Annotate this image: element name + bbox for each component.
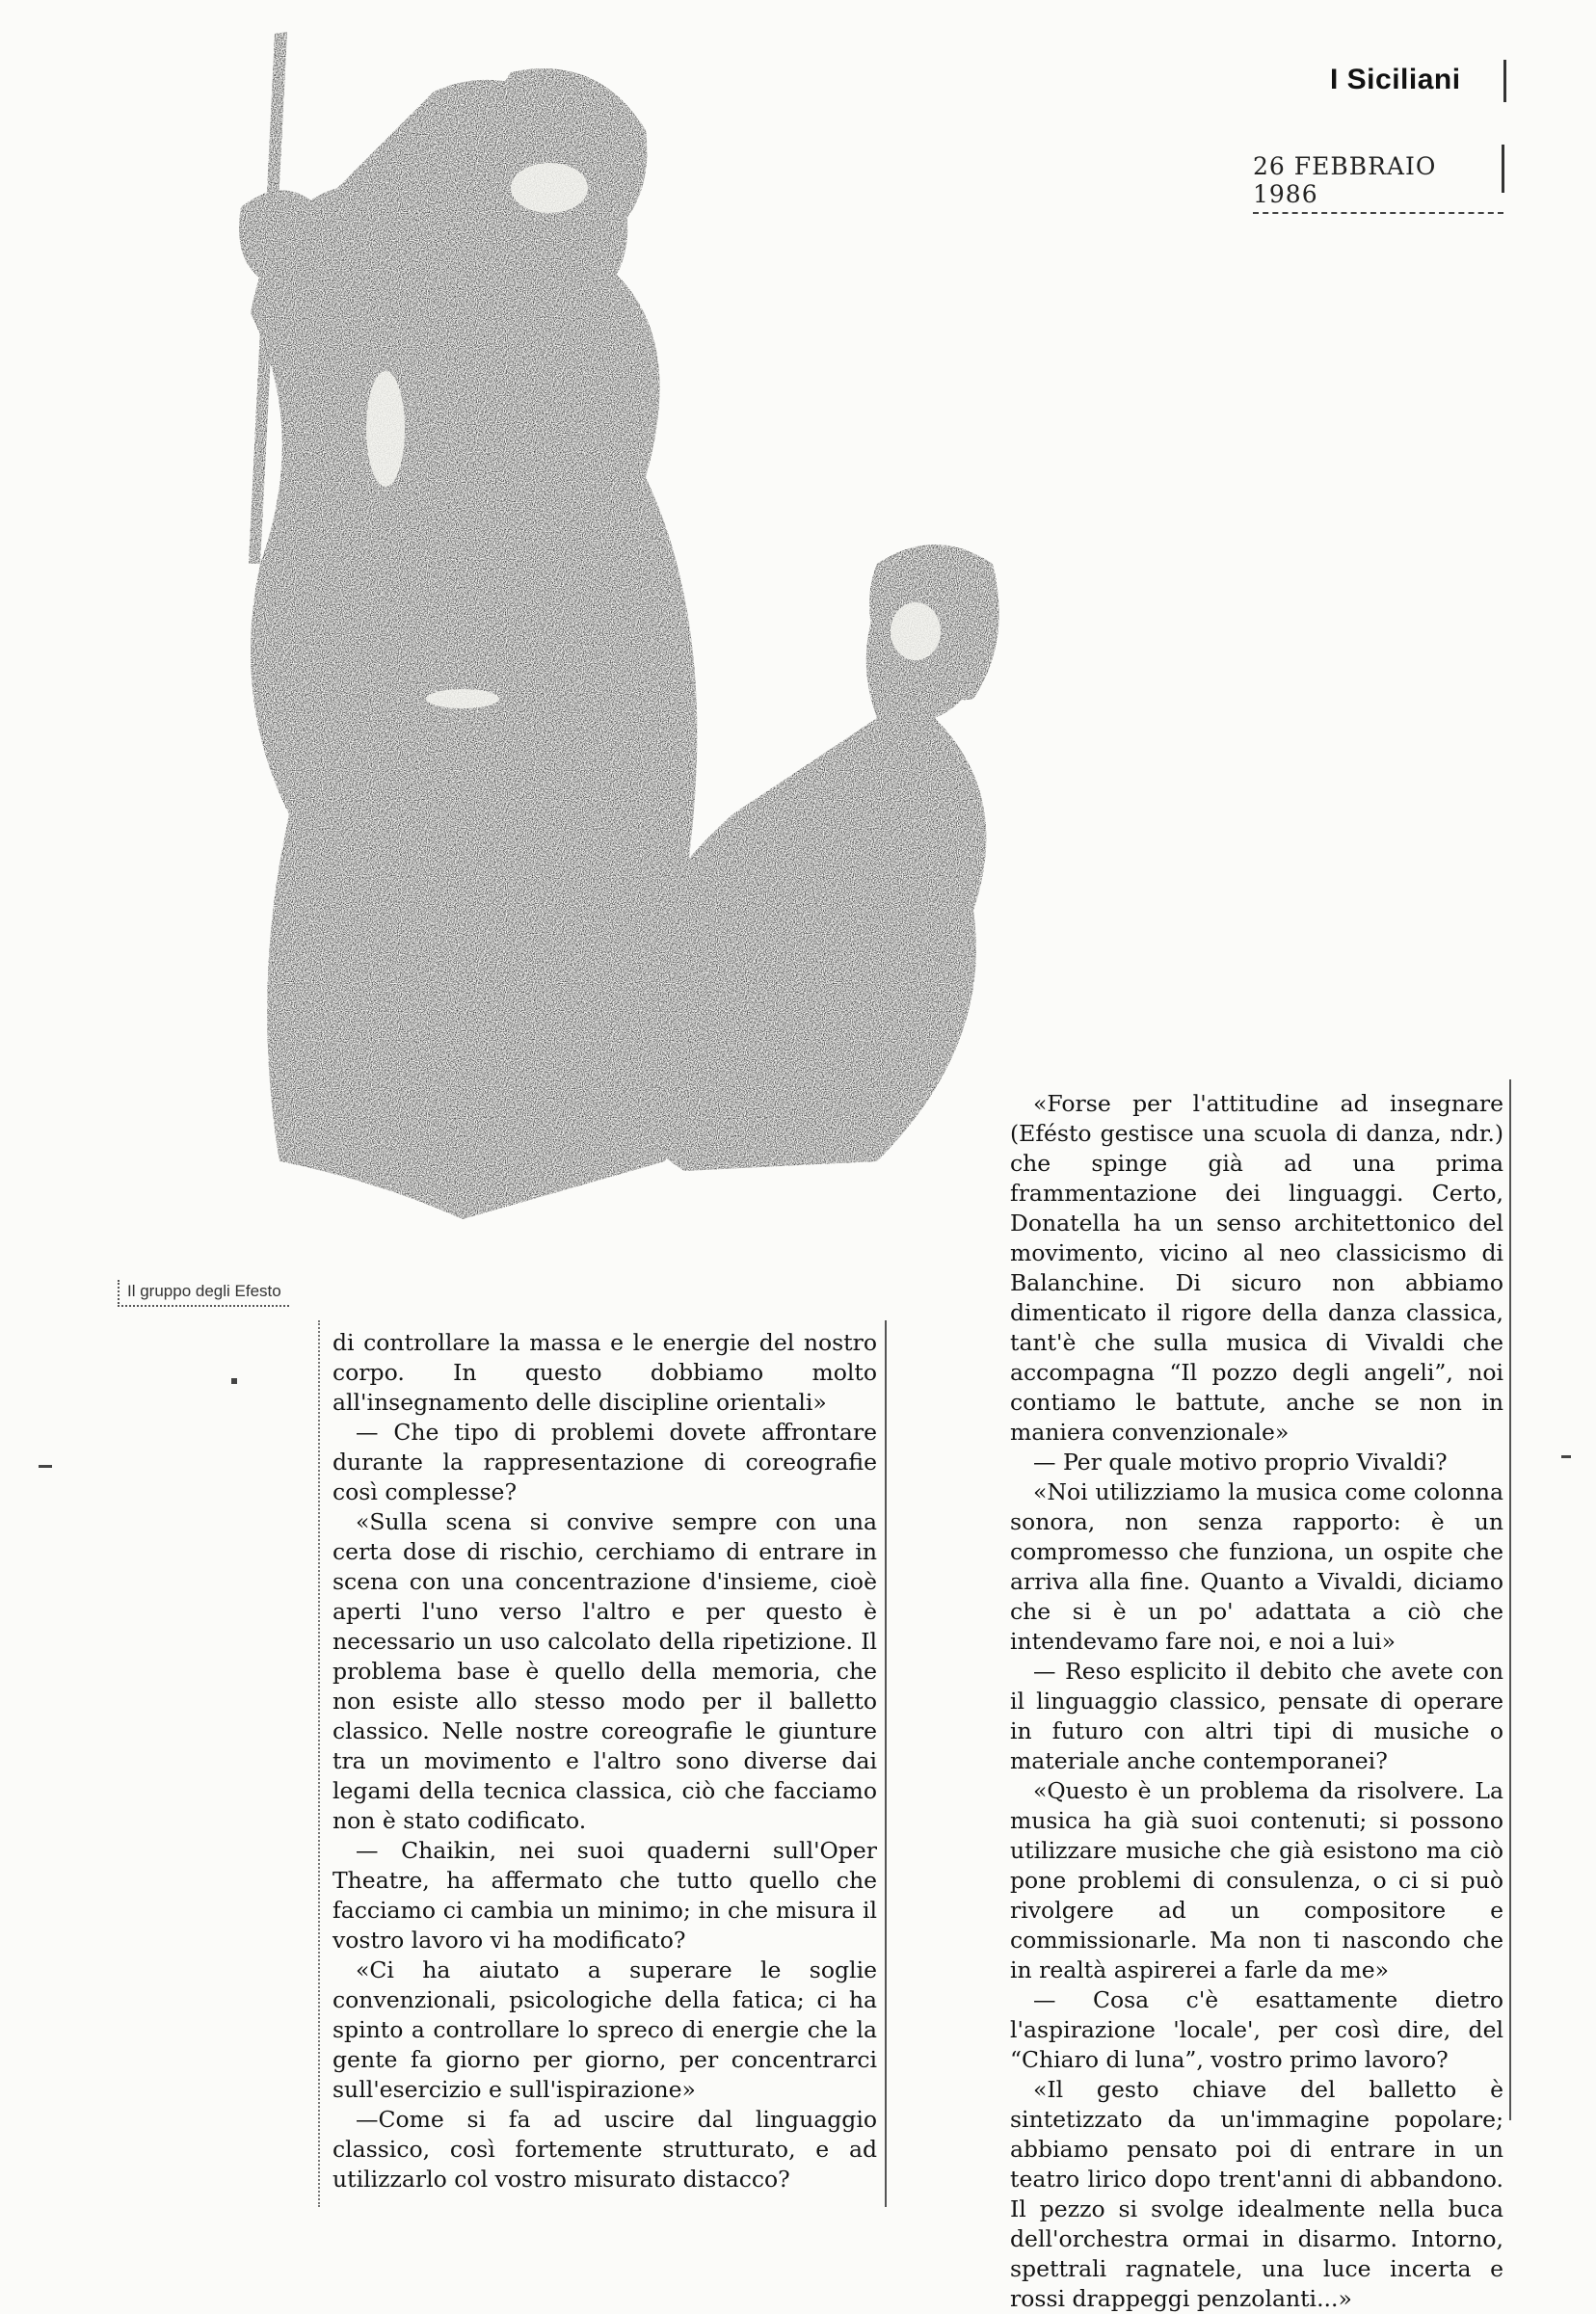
dancers-photo (145, 24, 1051, 1253)
paragraph: — Per quale motivo proprio Vivaldi? (1033, 1449, 1448, 1476)
paragraph: «Forse per l'attitudine ad insegnare (Eféstо gestisce una scuola di danza, ndr.) che spinge già ad una prima frammentazione dei linguaggi. Certo, Donatella ha un senso architettonico del movimento, vicino al neo classicismo di Balanchine. Di sicuro non abbiamo dimenticato il rigore della danza classica, tant'è che sulla musica di Vivaldi che accompagna “Il pozzo degli angeli”, noi contiamo le battute, anche se non in maniera convenzionale» (1010, 1090, 1503, 1446)
paragraph: — Che tipo di problemi dovete affrontare durante la rappresentazione di coreografie così complesse? (332, 1419, 877, 1505)
paragraph: «Questo è un problema da risolvere. La musica ha già suoi contenuti; si possono utilizzare musiche che già esistono ma ciò pone problemi di consulenza, o ci si può rivolgere ad un compositore e commissionarle. Ma non ti nascondo che in realtà aspirerei a farle da me» (1010, 1777, 1503, 1983)
photo-caption: Il gruppo degli Efesto (118, 1280, 289, 1307)
column-rule-left (318, 1320, 322, 2207)
paragraph: «Noi utilizziamo la musica come colonna sonora, non senza rapporto: è un compromesso che funziona, un ospite che arriva alla fine. Quanto a Vivaldi, diciamo che si è un po' adattata a ciò che intendevamo fare noi, e noi a lui» (1010, 1478, 1503, 1655)
paragraph: «Sulla scena si convive sempre con una certa dose di rischio, cerchiamo di entrare in scena con una concentrazione d'insieme, cioè aperti l'uno verso l'altro e per questo è necessario un uso calcolato della ripetizione. Il problema base è quello della memoria, che non esiste allo stesso modo per il balletto classico. Nelle nostre coreografie le giunture tra un movimento e l'altro sono diverse dai legami della tecnica classica, ciò che facciamo non è stato codificato. (332, 1508, 877, 1834)
scan-speck (231, 1378, 237, 1384)
paragraph: — Chaikin, nei suoi quaderni sull'Oper Theatre, ha affermato che tutto quello che facciamo ci cambia un minimo; in che misura il vostro lavoro vi ha modificato? (332, 1837, 877, 1954)
column-rule-right (1509, 1079, 1511, 2120)
dateline-rule (1502, 145, 1504, 193)
paragraph: — Reso esplicito il debito che avete con il linguaggio classico, pensate di operare in futuro con altri tipi di musiche o materiale anche contemporanei? (1010, 1658, 1503, 1774)
article-column-right (1010, 1089, 1503, 2312)
publication-name: I Siciliani (1330, 64, 1461, 95)
paragraph: di controllare la massa e le energie del nostro corpo. In questo dobbiamo molto all'insegnamento delle discipline orientali» (332, 1329, 877, 1416)
scan-speck (1561, 1455, 1571, 1458)
paragraph: «Il gesto chiave del balletto è sintetizzato da un'immagine popolare; abbiamo pensato poi di entrare in un teatro lirico dopo trent'anni di abbandono. Il pezzo si svolge idealmente nella buca dell'orchestra ormai in disarmo. Intorno, spettrali ragnatele, una luce incerta e rossi drappeggi penzolanti...» (1010, 2076, 1503, 2312)
column-rule-middle (885, 1320, 887, 2207)
tall-figure-hood (485, 68, 647, 248)
paragraph: — Cosa c'è esattamente dietro l'aspirazione 'locale', per così dire, del “Chiaro di luna”, vostro primo lavoro? (1010, 1986, 1503, 2073)
scan-speck (39, 1465, 52, 1468)
publication-date: 26 FEBBRAIO 1986 (1253, 152, 1503, 214)
article-column-left (332, 1328, 877, 2215)
masthead-rule (1503, 60, 1506, 102)
paragraph: —Come si fa ad uscire dal linguaggio classico, così fortemente strutturato, e ad utilizzarlo col vostro misurato distacco? (332, 2106, 877, 2193)
paragraph: «Ci ha aiutato a superare le soglie convenzionali, psicologiche della fatica; ci ha spinto a controllare lo spreco di energie che la gente fa giorno per giorno, per concentrarci sull'esercizio e sull'ispirazione» (332, 1956, 877, 2103)
